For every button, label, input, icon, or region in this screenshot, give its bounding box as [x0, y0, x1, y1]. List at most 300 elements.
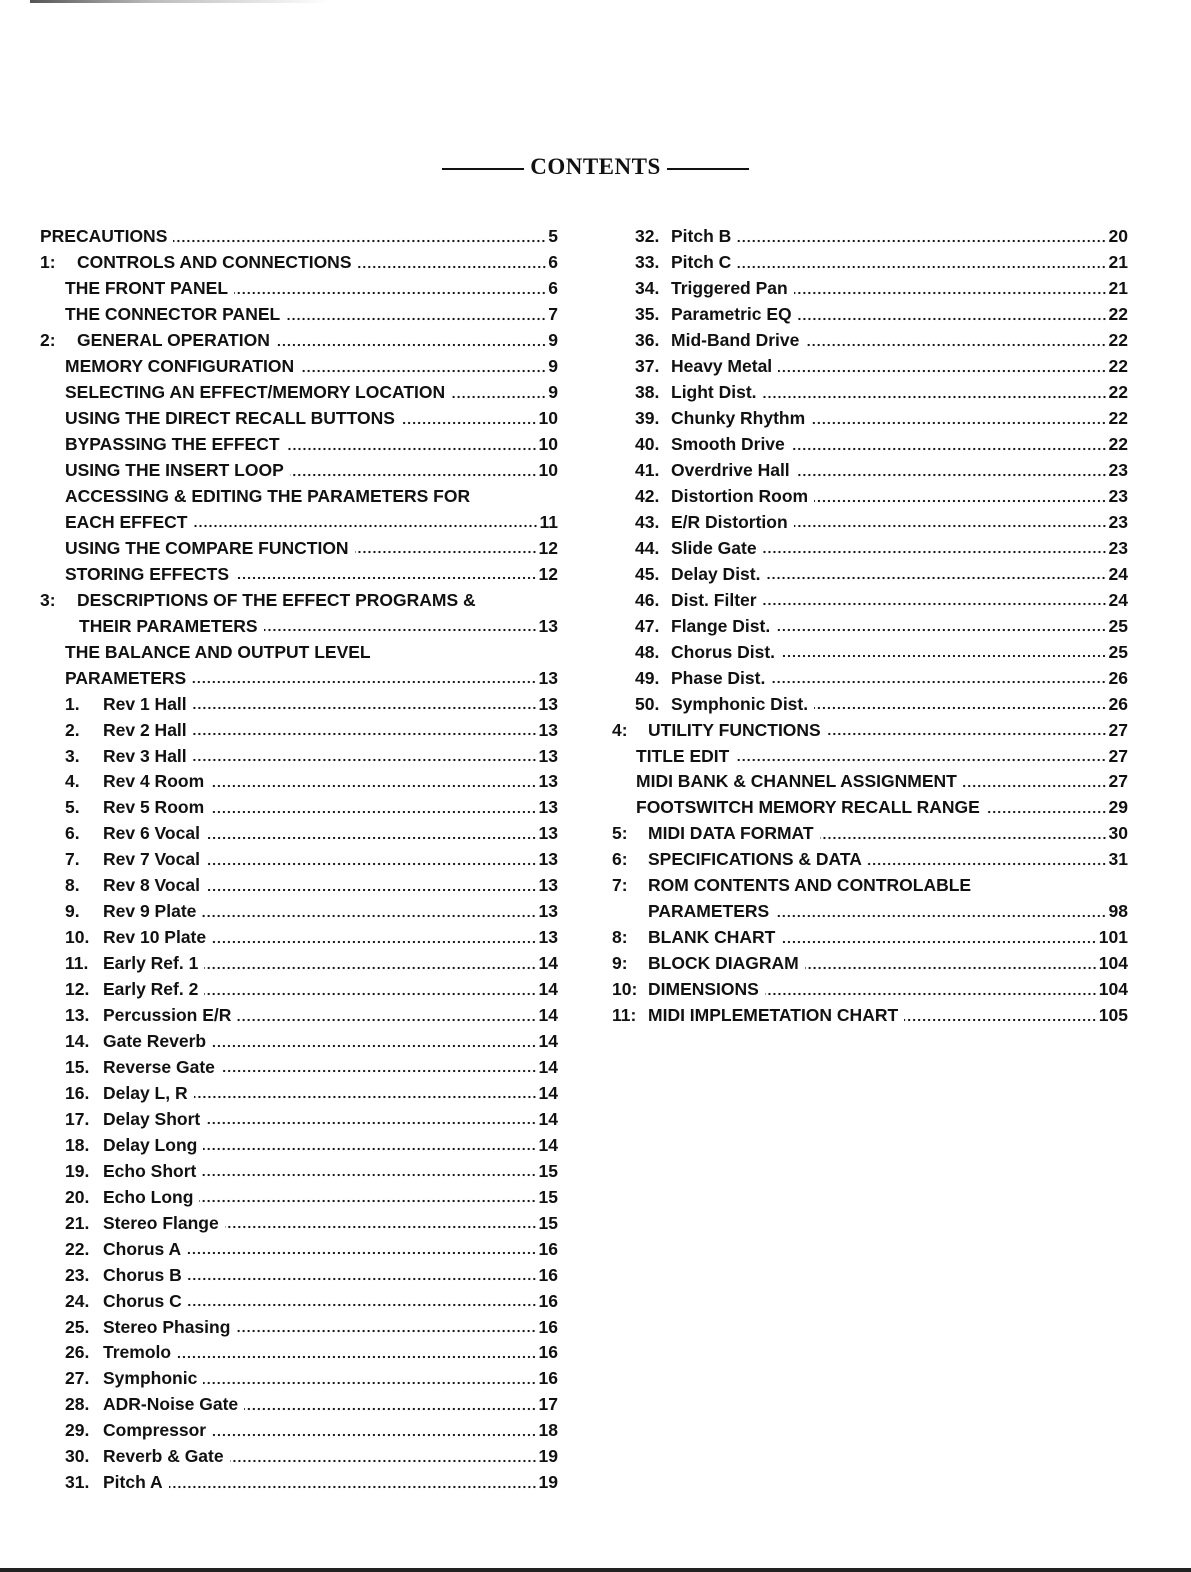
entry-title: Distortion Room [671, 486, 809, 506]
dot-leader [827, 732, 1107, 736]
toc-entry[interactable] [40, 328, 558, 354]
entry-title: Early Ref. 1 [103, 953, 199, 974]
entry-page-number: 16 [538, 1238, 558, 1259]
entry-number: 8: [612, 927, 628, 948]
dot-leader [794, 524, 1107, 528]
entry-number: 17. [65, 1108, 90, 1129]
entry-number: 46. [635, 589, 660, 610]
entry-number: 27. [65, 1368, 90, 1389]
toc-entry[interactable] [40, 847, 558, 873]
dot-leader [194, 1095, 537, 1099]
entry-page-number: 16 [538, 1316, 558, 1337]
dot-leader [778, 369, 1106, 373]
page-bottom-edge [0, 1568, 1191, 1572]
entry-title: Rev 8 Vocal [103, 875, 200, 896]
toc-entry[interactable] [40, 821, 558, 847]
dot-leader [237, 1018, 536, 1022]
entry-number: 50. [635, 693, 660, 714]
toc-entry[interactable] [40, 1392, 558, 1418]
dot-leader [264, 628, 537, 632]
entry-title: EACH EFFECT [65, 511, 188, 532]
dot-leader [193, 706, 537, 710]
toc-entry[interactable] [40, 613, 558, 639]
entry-page-number: 13 [538, 771, 558, 792]
dot-leader [202, 1173, 536, 1177]
entry-page-number: 105 [1098, 1005, 1128, 1026]
entry-page-number: 22 [1108, 304, 1128, 325]
entry-page-number: 11 [539, 511, 558, 532]
entry-page-number: 14 [538, 1108, 558, 1129]
entry-title: MEMORY CONFIGURATION [65, 356, 295, 377]
toc-entry[interactable] [40, 1158, 558, 1184]
dot-leader [737, 239, 1106, 243]
entry-title: ADR-Noise Gate [103, 1394, 239, 1415]
entry-title: Symphonic [103, 1368, 198, 1389]
entry-page-number: 14 [538, 1031, 558, 1052]
dot-leader [225, 1225, 537, 1229]
dot-leader [210, 810, 536, 814]
dot-leader [193, 758, 537, 762]
entry-number: 41. [635, 460, 660, 481]
entry-page-number: 18 [538, 1420, 558, 1441]
dot-leader [796, 473, 1107, 477]
dot-leader [286, 447, 537, 451]
entry-number: 16. [65, 1082, 90, 1103]
toc-entry[interactable] [612, 224, 1128, 250]
entry-page-number: 16 [538, 1264, 558, 1285]
entry-title: Echo Short [103, 1160, 197, 1181]
entry-page-number: 13 [538, 615, 558, 636]
toc-entry[interactable] [40, 873, 558, 899]
entry-title: USING THE INSERT LOOP [65, 460, 284, 481]
entry-title: PRECAUTIONS [40, 226, 168, 247]
entry-title: Delay Short [103, 1108, 201, 1129]
entry-title: Delay Dist. [671, 563, 761, 584]
entry-title: DIMENSIONS [648, 979, 759, 1000]
entry-page-number: 16 [538, 1368, 558, 1389]
toc-entry[interactable] [612, 951, 1128, 977]
toc-entry[interactable] [40, 1184, 558, 1210]
entry-page-number: 6 [548, 252, 558, 273]
toc-entry[interactable] [40, 1288, 558, 1314]
entry-page-number: 19 [538, 1472, 558, 1493]
entry-title: THE BALANCE AND OUTPUT LEVEL [65, 641, 371, 662]
entry-title: Triggered Pan [671, 278, 788, 299]
dot-leader [286, 317, 546, 321]
toc-entry[interactable] [40, 1418, 558, 1444]
toc-entry[interactable] [40, 1444, 558, 1470]
entry-title: USING THE DIRECT RECALL BUTTONS [65, 408, 395, 429]
entry-number: 2. [65, 719, 80, 740]
entry-title: Reverse Gate [103, 1056, 215, 1077]
toc-entry[interactable] [40, 1236, 558, 1262]
entry-number: 8. [65, 875, 80, 896]
toc-entry[interactable] [40, 276, 558, 302]
entry-number: 4: [612, 719, 628, 740]
entry-page-number: 14 [538, 953, 558, 974]
entry-number: 22. [65, 1238, 90, 1259]
entry-title: Rev 7 Vocal [103, 849, 200, 870]
entry-page-number: 14 [538, 979, 558, 1000]
entry-page-number: 98 [1108, 901, 1128, 922]
entry-title: FOOTSWITCH MEMORY RECALL RANGE [636, 797, 980, 818]
entry-number: 43. [635, 511, 660, 532]
entry-title: Chorus A [103, 1238, 182, 1259]
entry-title: Gate Reverb [103, 1031, 207, 1052]
dot-leader [775, 914, 1106, 918]
toc-entry[interactable] [40, 795, 558, 821]
toc-entry[interactable] [40, 432, 558, 458]
entry-page-number: 27 [1108, 719, 1128, 740]
entry-title: Phase Dist. [671, 667, 766, 688]
entry-page-number: 14 [538, 1005, 558, 1026]
toc-entry[interactable] [612, 769, 1128, 795]
entry-page-number: 14 [538, 1056, 558, 1077]
toc-entry[interactable] [612, 691, 1128, 717]
toc-entry[interactable] [612, 458, 1128, 484]
toc-entry[interactable] [612, 276, 1128, 302]
toc-entry[interactable] [40, 639, 558, 665]
toc-entry[interactable] [40, 1210, 558, 1236]
toc-entry[interactable] [40, 561, 558, 587]
entry-title: Chorus B [103, 1264, 182, 1285]
entry-page-number: 26 [1108, 693, 1128, 714]
dot-leader [963, 784, 1107, 788]
entry-number: 40. [635, 434, 660, 455]
toc-entry[interactable] [612, 535, 1128, 561]
dot-leader [177, 1355, 536, 1359]
toc-entry[interactable] [40, 224, 558, 250]
dot-leader [765, 992, 1097, 996]
entry-number: 9. [65, 901, 80, 922]
entry-title: Delay Long [103, 1134, 198, 1155]
dot-leader [276, 343, 546, 347]
entry-page-number: 23 [1108, 537, 1128, 558]
dot-leader [210, 784, 536, 788]
entry-title: Chorus Dist. [671, 641, 776, 662]
entry-number: 23. [65, 1264, 90, 1285]
entry-page-number: 5 [548, 226, 558, 247]
entry-number: 34. [635, 278, 660, 299]
entry-number: 6. [65, 823, 80, 844]
entry-number: 4. [65, 771, 80, 792]
entry-title: Compressor [103, 1420, 207, 1441]
dot-leader [199, 1199, 536, 1203]
entry-page-number: 13 [538, 849, 558, 870]
toc-entry[interactable] [40, 743, 558, 769]
toc-entry[interactable] [612, 587, 1128, 613]
toc-entry[interactable] [612, 561, 1128, 587]
entry-title: GENERAL OPERATION [77, 330, 270, 351]
dot-leader [805, 966, 1097, 970]
dot-leader [212, 940, 536, 944]
entry-number: 1: [40, 252, 56, 273]
entry-title: Reverb & Gate [103, 1446, 224, 1467]
dot-leader [204, 966, 536, 970]
dot-leader [451, 395, 546, 399]
toc-entry[interactable] [612, 1003, 1128, 1029]
toc-entry[interactable] [40, 899, 558, 925]
toc-entry[interactable] [40, 458, 558, 484]
dot-leader [737, 265, 1106, 269]
entry-number: 3. [65, 745, 80, 766]
entry-title: Smooth Drive [671, 434, 785, 455]
entry-title: SPECIFICATIONS & DATA [648, 849, 862, 870]
entry-number: 31. [65, 1472, 90, 1493]
dot-leader [401, 421, 537, 425]
entry-title: THE FRONT PANEL [65, 278, 229, 299]
toc-entry[interactable] [40, 925, 558, 951]
dot-leader [868, 862, 1107, 866]
dot-leader [771, 680, 1106, 684]
dot-leader [814, 499, 1106, 503]
entry-page-number: 14 [538, 1134, 558, 1155]
entry-page-number: 12 [538, 537, 558, 558]
entry-title: Rev 3 Hall [103, 745, 187, 766]
toc-entry[interactable] [612, 328, 1128, 354]
entry-page-number: 25 [1108, 615, 1128, 636]
entry-number: 7: [612, 875, 628, 896]
toc-entry[interactable] [612, 925, 1128, 951]
dot-leader [236, 1329, 536, 1333]
entry-page-number: 29 [1108, 797, 1128, 818]
entry-title: Overdrive Hall [671, 460, 790, 481]
entry-page-number: 13 [538, 901, 558, 922]
entry-title: Stereo Flange [103, 1212, 219, 1233]
entry-number: 37. [635, 356, 660, 377]
entry-number: 11. [65, 953, 89, 974]
entry-title: TITLE EDIT [636, 745, 730, 766]
entry-page-number: 104 [1098, 979, 1128, 1000]
entry-number: 3: [40, 589, 56, 610]
toc-entry[interactable] [40, 1366, 558, 1392]
entry-title: Chunky Rhythm [671, 408, 806, 429]
entry-number: 49. [635, 667, 660, 688]
dot-leader [202, 914, 536, 918]
toc-entry[interactable] [612, 354, 1128, 380]
entry-page-number: 12 [538, 563, 558, 584]
dot-leader [206, 836, 537, 840]
toc-entry[interactable] [612, 380, 1128, 406]
entry-page-number: 6 [548, 278, 558, 299]
entry-page-number: 15 [538, 1160, 558, 1181]
entry-title: PARAMETERS [65, 667, 187, 688]
toc-entry[interactable] [612, 302, 1128, 328]
toc-entry[interactable] [612, 665, 1128, 691]
toc-entry[interactable] [612, 639, 1128, 665]
dot-leader [794, 291, 1107, 295]
toc-entry[interactable] [40, 769, 558, 795]
entry-page-number: 23 [1108, 460, 1128, 481]
entry-page-number: 13 [538, 797, 558, 818]
entry-title: Stereo Phasing [103, 1316, 231, 1337]
dot-leader [798, 317, 1107, 321]
dot-leader [212, 1044, 536, 1048]
toc-entry[interactable] [612, 795, 1128, 821]
entry-number: 20. [65, 1186, 90, 1207]
toc-entry[interactable] [40, 587, 558, 613]
entry-page-number: 9 [548, 330, 558, 351]
entry-title: Light Dist. [671, 382, 757, 403]
dot-leader [776, 628, 1106, 632]
entry-title: BLOCK DIAGRAM [648, 953, 799, 974]
toc-entry[interactable] [40, 1055, 558, 1081]
entry-page-number: 13 [538, 693, 558, 714]
dot-leader [173, 239, 546, 243]
entry-number: 11: [612, 1005, 637, 1026]
toc-entry[interactable] [612, 743, 1128, 769]
entry-title: USING THE COMPARE FUNCTION [65, 537, 349, 558]
dot-leader [193, 732, 537, 736]
toc-entry[interactable] [40, 1003, 558, 1029]
toc-entry[interactable] [612, 717, 1128, 743]
toc-entry[interactable] [40, 509, 558, 535]
entry-title: Flange Dist. [671, 615, 771, 636]
entry-title: E/R Distortion [671, 511, 788, 532]
toc-entry[interactable] [40, 1132, 558, 1158]
dot-leader [763, 395, 1107, 399]
entry-number: 5. [65, 797, 80, 818]
entry-title: STORING EFFECTS [65, 563, 229, 584]
entry-number: 6: [612, 849, 628, 870]
entry-title: Rev 10 Plate [103, 927, 207, 948]
dot-leader [300, 369, 546, 373]
toc-entry[interactable] [612, 406, 1128, 432]
toc-entry[interactable] [40, 1314, 558, 1340]
dot-leader [805, 343, 1106, 347]
entry-number: 9: [612, 953, 628, 974]
entry-page-number: 24 [1108, 589, 1128, 610]
entry-page-number: 21 [1108, 252, 1128, 273]
entry-page-number: 13 [538, 875, 558, 896]
toc-entry[interactable] [40, 1340, 558, 1366]
entry-page-number: 104 [1098, 953, 1128, 974]
entry-title: Percussion E/R [103, 1005, 232, 1026]
entry-number: 28. [65, 1394, 90, 1415]
dot-leader [206, 1121, 536, 1125]
entry-title: Early Ref. 2 [103, 979, 199, 1000]
entry-page-number: 17 [538, 1394, 558, 1415]
title-rule-right [667, 168, 749, 170]
toc-entry[interactable] [40, 535, 558, 561]
entry-number: 29. [65, 1420, 90, 1441]
entry-page-number: 21 [1108, 278, 1128, 299]
entry-page-number: 23 [1108, 486, 1128, 506]
toc-entry[interactable] [40, 380, 558, 406]
toc-entry[interactable] [612, 613, 1128, 639]
entry-number: 10. [65, 927, 90, 948]
entry-page-number: 15 [538, 1212, 558, 1233]
toc-entry[interactable] [40, 354, 558, 380]
toc-entry[interactable] [40, 250, 558, 276]
entry-title: Rev 2 Hall [103, 719, 187, 740]
entry-title: Slide Gate [671, 537, 757, 558]
toc-entry[interactable] [612, 432, 1128, 458]
entry-page-number: 13 [538, 745, 558, 766]
entry-title: Mid-Band Drive [671, 330, 800, 351]
dot-leader [244, 1407, 536, 1411]
entry-number: 44. [635, 537, 660, 558]
dot-leader [221, 1069, 537, 1073]
toc-entry[interactable] [40, 717, 558, 743]
toc-entry[interactable] [40, 1262, 558, 1288]
entry-number: 24. [65, 1290, 90, 1311]
entry-number: 42. [635, 486, 660, 506]
entry-number: 26. [65, 1342, 90, 1363]
entry-page-number: 13 [538, 823, 558, 844]
dot-leader [212, 1433, 536, 1437]
dot-leader [820, 836, 1107, 840]
toc-entry[interactable] [40, 665, 558, 691]
entry-page-number: 9 [548, 356, 558, 377]
entry-page-number: 22 [1108, 434, 1128, 455]
toc-entry[interactable] [40, 977, 558, 1003]
entry-page-number: 22 [1108, 330, 1128, 351]
entry-number: 15. [65, 1056, 90, 1077]
toc-entry[interactable] [40, 302, 558, 328]
toc-entry[interactable] [40, 1029, 558, 1055]
entry-title: DESCRIPTIONS OF THE EFFECT PROGRAMS & [77, 589, 476, 610]
dot-leader [192, 680, 536, 684]
toc-entry[interactable] [40, 691, 558, 717]
toc-entry[interactable] [612, 484, 1128, 510]
entry-title: BYPASSING THE EFFECT [65, 434, 280, 455]
toc-entry[interactable] [612, 847, 1128, 873]
dot-leader [204, 992, 536, 996]
entry-page-number: 22 [1108, 382, 1128, 403]
toc-entry[interactable] [40, 951, 558, 977]
entry-page-number: 19 [538, 1446, 558, 1467]
toc-entry[interactable] [40, 406, 558, 432]
dot-leader [206, 888, 537, 892]
entry-number: 21. [65, 1212, 90, 1233]
toc-entry[interactable] [40, 1080, 558, 1106]
entry-page-number: 27 [1108, 771, 1128, 792]
toc-right-column [612, 224, 1128, 1029]
toc-entry[interactable] [612, 873, 1128, 899]
entry-title: Heavy Metal [671, 356, 773, 377]
entry-title: Rev 9 Plate [103, 901, 197, 922]
entry-page-number: 10 [538, 460, 558, 481]
entry-number: 2: [40, 330, 56, 351]
dot-leader [355, 550, 537, 554]
entry-title: MIDI BANK & CHANNEL ASSIGNMENT [636, 771, 957, 792]
entry-page-number: 26 [1108, 667, 1128, 688]
entry-page-number: 20 [1108, 226, 1128, 247]
entry-page-number: 23 [1108, 511, 1128, 532]
toc-entry[interactable] [612, 250, 1128, 276]
entry-number: 14. [65, 1031, 90, 1052]
dot-leader [203, 1147, 536, 1151]
toc-entry[interactable] [612, 509, 1128, 535]
dot-leader [735, 758, 1106, 762]
dot-leader [203, 1381, 536, 1385]
toc-entry[interactable] [40, 1106, 558, 1132]
toc-entry[interactable] [612, 899, 1128, 925]
entry-number: 48. [635, 641, 660, 662]
title-text: CONTENTS [530, 154, 661, 179]
entry-title: Parametric EQ [671, 304, 792, 325]
toc-entry[interactable] [612, 977, 1128, 1003]
toc-entry[interactable] [40, 1470, 558, 1496]
dot-leader [206, 862, 537, 866]
dot-leader [766, 576, 1106, 580]
entry-title: Symphonic Dist. [671, 693, 809, 714]
entry-number: 7. [65, 849, 80, 870]
toc-entry[interactable] [40, 484, 558, 510]
toc-entry[interactable] [612, 821, 1128, 847]
entry-title: Pitch C [671, 252, 732, 273]
